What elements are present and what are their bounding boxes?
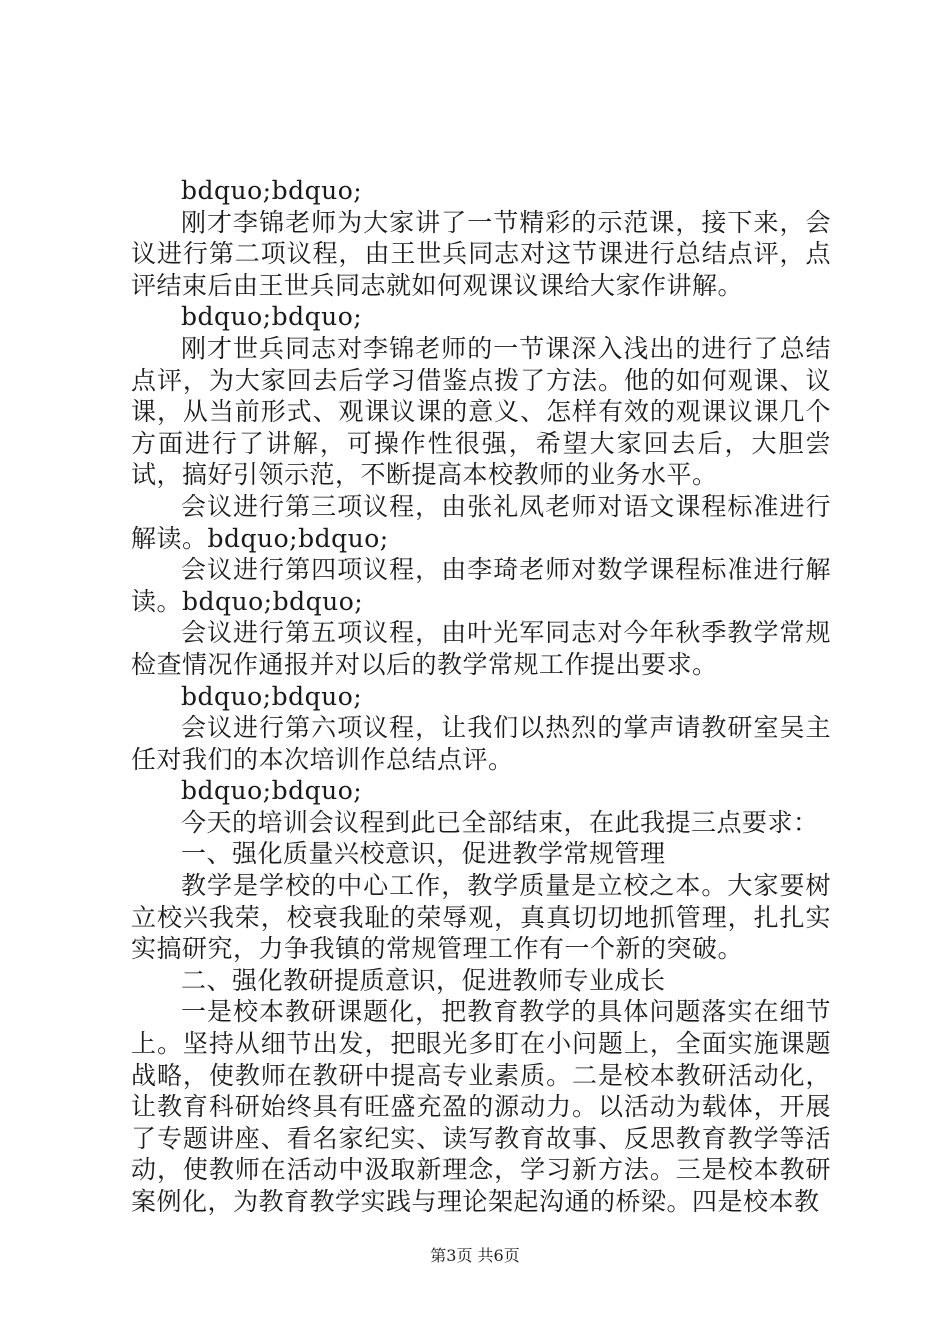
- paragraph: 一是校本教研课题化，把教育教学的具体问题落实在细节上。坚持从细节出发，把眼光多盯在小问题上，全面实施课题战略，使教师在教研中提高专业素质。二是校本教研活动化，让教育科研始终具有旺盛充盈的源动力。以活动为载体，开展了专题讲座、看名家纪实、读写教育故事、反思教育教学等活动，使教师在活动中汲取新理念，学习新方法。三是校本教研案例化，为教育教学实践与理论架起沟通的桥梁。四是校本教: [131, 997, 831, 1216]
- paragraph: 教学是学校的中心工作，教学质量是立校之本。大家要树立校兴我荣，校衰我耻的荣辱观，真真切切地抓管理，扎扎实实搞研究，力争我镇的常规管理工作有一个新的突破。: [131, 871, 831, 964]
- paragraph: 会议进行第四项议程，由李琦老师对数学课程标准进行解读。bdquo;bdquo;: [131, 555, 831, 616]
- paragraph: 刚才李锦老师为大家讲了一节精彩的示范课，接下来，会议进行第二项议程，由王世兵同志对这节课进行总结点评，点评结束后由王世兵同志就如何观课议课给大家作讲解。: [131, 207, 831, 300]
- section-heading: 一、强化质量兴校意识，促进教学常规管理: [181, 839, 666, 869]
- paragraph: bdquo;bdquo;: [181, 681, 363, 711]
- paragraph: bdquo;bdquo;: [181, 302, 363, 332]
- paragraph: 会议进行第三项议程，由张礼凤老师对语文课程标准进行解读。bdquo;bdquo;: [131, 491, 831, 553]
- section-heading: 二、强化教研提质意识，促进教师专业成长: [181, 965, 666, 995]
- document-body: [131, 175, 831, 1218]
- paragraph: 会议进行第五项议程，由叶光军同志对今年秋季教学常规检查情况作通报并对以后的教学常规工作提出要求。: [131, 618, 831, 679]
- paragraph: bdquo;bdquo;: [181, 176, 363, 205]
- paragraph: 刚才世兵同志对李锦老师的一节课深入浅出的进行了总结点评，为大家回去后学习借鉴点拨了方法。他的如何观课、议课，从当前形式、观课议课的意义、怎样有效的观课议课几个方面进行了讲解，可操作性很强，希望大家回去后，大胆尝试，搞好引领示范，不断提高本校教师的业务水平。: [131, 333, 831, 490]
- paragraph: bdquo;bdquo;: [181, 776, 363, 806]
- paragraph: 今天的培训会议程到此已全部结束，在此我提三点要求：: [181, 807, 819, 837]
- page-footer: 第3页 共6页: [430, 1246, 520, 1265]
- paragraph: 会议进行第六项议程，让我们以热烈的掌声请教研室吴主任对我们的本次培训作总结点评。: [131, 713, 831, 774]
